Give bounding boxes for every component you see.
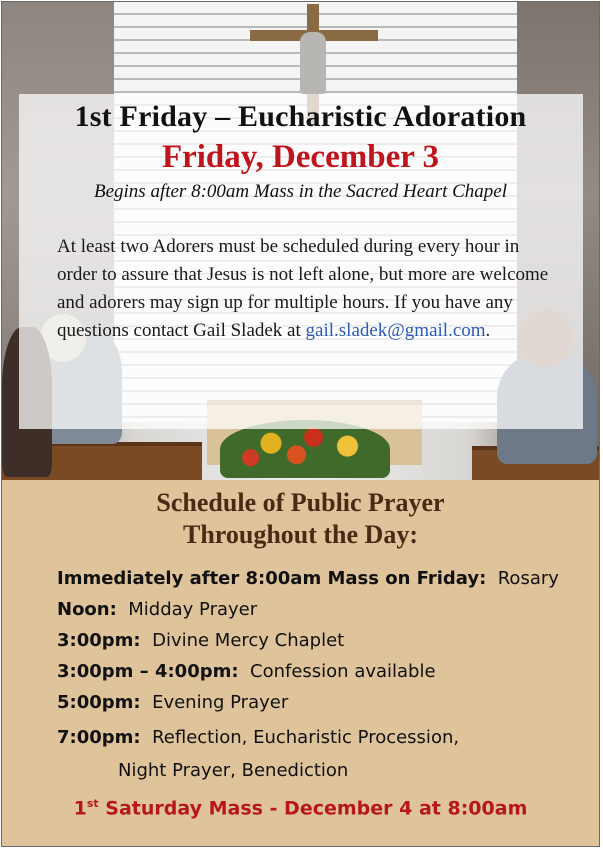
schedule-event: Evening Prayer [152, 692, 289, 713]
schedule-time: Noon: [57, 599, 117, 620]
schedule-event: Confession available [250, 661, 436, 682]
schedule-item [57, 599, 257, 620]
schedule-event: Rosary [497, 568, 559, 589]
schedule-item [57, 568, 559, 589]
schedule-title [2, 487, 599, 551]
schedule-item [57, 692, 288, 713]
schedule-item [57, 727, 459, 748]
schedule-event: Midday Prayer [128, 599, 258, 620]
saturday-ordinal: st [86, 797, 99, 810]
first-saturday-mass [2, 797, 599, 819]
schedule-title-line1: Schedule of Public Prayer [156, 488, 445, 517]
schedule-item-continuation: Night Prayer, Benediction [118, 760, 349, 781]
schedule-item [57, 630, 344, 651]
schedule-event: Divine Mercy Chaplet [152, 630, 345, 651]
schedule-time: 5:00pm: [57, 692, 141, 713]
schedule-event: Reflection, Eucharistic Procession, [152, 727, 460, 748]
contact-email-link[interactable]: gail.sladek@gmail.com [305, 320, 486, 341]
schedule-item [57, 661, 436, 682]
saturday-text: Saturday Mass - December 4 at 8:00am [98, 797, 528, 820]
intro-text: At least two Adorers must be scheduled during every hour in order to assure that Jesus is not left alone, but more are welcome and adorers may sign up for multiple hours. If you have any questions contact Gail Sladek at [57, 236, 549, 341]
intro-paragraph [57, 233, 557, 345]
flyer-title: 1st Friday – Eucharistic Adoration [74, 100, 527, 133]
event-date: Friday, December 3 [161, 139, 440, 175]
intro-end: . [485, 320, 491, 341]
saturday-number: 1 [73, 797, 87, 820]
event-begins-note: Begins after 8:00am Mass in the Sacred Heart Chapel [93, 181, 508, 202]
schedule-time: Immediately after 8:00am Mass on Friday: [57, 568, 487, 589]
schedule-time: 3:00pm: [57, 630, 141, 651]
schedule-time: 7:00pm: [57, 727, 141, 748]
schedule-time: 3:00pm – 4:00pm: [57, 661, 239, 682]
crucifix-corpus [300, 32, 326, 94]
schedule-title-line2: Throughout the Day: [182, 520, 418, 549]
flyer [1, 1, 600, 847]
